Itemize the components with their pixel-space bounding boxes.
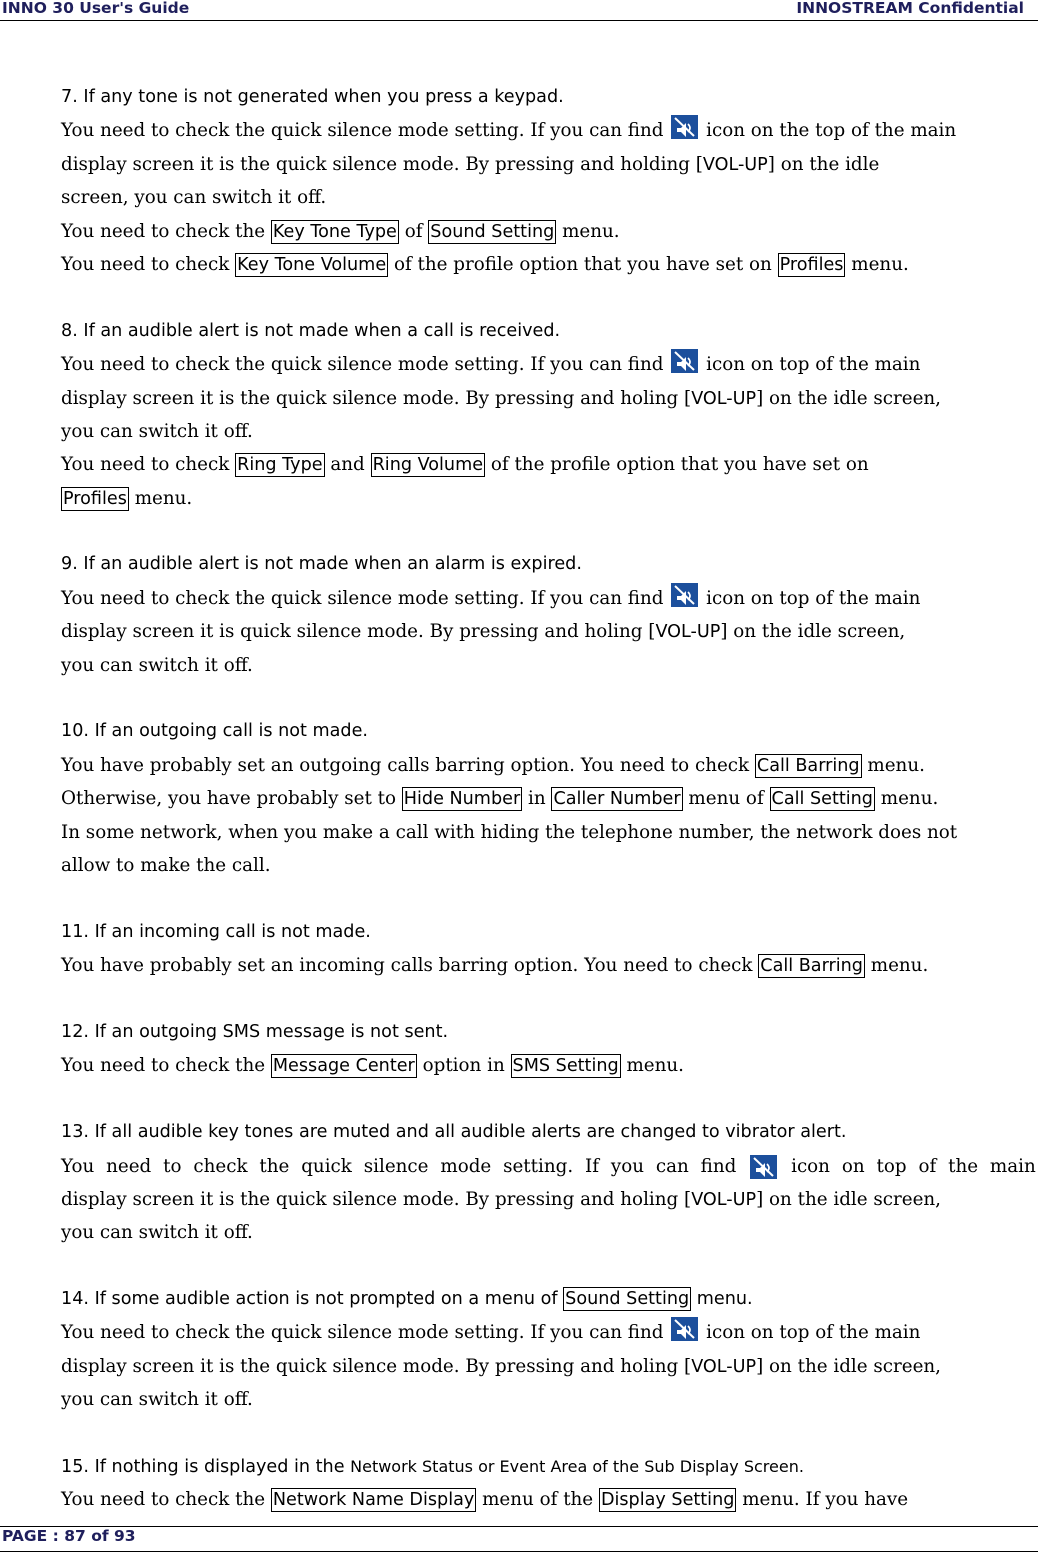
section-13-line: display screen it is the quick silence mode. By pressing and holing [VOL-UP] on the idle screen, xyxy=(61,1188,941,1210)
menu-ref-ring-volume: Ring Volume xyxy=(372,455,484,476)
vol-up-key: VOL-UP xyxy=(691,1356,757,1377)
menu-ref-message-center: Message Center xyxy=(272,1056,415,1077)
page-number: PAGE : 87 of 93 xyxy=(2,1527,136,1545)
section-14-line: display screen it is the quick silence mode. By pressing and holing [VOL-UP] on the idle screen, xyxy=(61,1355,941,1377)
section-9-line: you can switch it off. xyxy=(61,654,253,676)
section-12-heading: 12. If an outgoing SMS message is not sent. xyxy=(61,1021,449,1042)
section-9-heading: 9. If an audible alert is not made when an alarm is expired. xyxy=(61,554,582,575)
section-9-line: You need to check the quick silence mode setting. If you can find icon on top of the main xyxy=(61,582,1038,615)
section-8-heading: 8. If an audible alert is not made when a call is received. xyxy=(61,320,561,341)
section-11-heading: 11. If an incoming call is not made. xyxy=(61,921,371,942)
header-confidential: INNOSTREAM Confidential xyxy=(796,0,1024,17)
section-7-line: You need to check Key Tone Volume of the profile option that you have set on Profiles menu. xyxy=(61,253,909,275)
section-8-line: you can switch it off. xyxy=(61,420,253,442)
section-10-line: You have probably set an outgoing calls barring option. You need to check Call Barring menu. xyxy=(61,754,925,776)
section-10-line: Otherwise, you have probably set to Hide Number in Caller Number menu of Call Setting menu. xyxy=(61,788,939,810)
section-11-line: You have probably set an incoming calls barring option. You need to check Call Barring menu. xyxy=(61,955,929,977)
section-7-heading: 7. If any tone is not generated when you press a keypad. xyxy=(61,87,564,107)
section-8-line: You need to check Ring Type and Ring Volume of the profile option that you have set on xyxy=(61,454,869,476)
section-7-line: You need to check the Key Tone Type of Sound Setting menu. xyxy=(61,220,620,242)
menu-ref-hide-number: Hide Number xyxy=(403,789,521,810)
section-8-line: display screen it is the quick silence mode. By pressing and holing [VOL-UP] on the idle screen, xyxy=(61,387,941,409)
vol-up-key: VOL-UP xyxy=(702,154,768,175)
quick-silence-icon xyxy=(750,1155,777,1179)
page-footer xyxy=(0,1526,1038,1552)
menu-ref-sound-setting: Sound Setting xyxy=(565,1289,690,1310)
menu-ref-sms-setting: SMS Setting xyxy=(512,1056,619,1077)
menu-ref-call-barring: Call Barring xyxy=(760,956,863,977)
section-7-line: You need to check the quick silence mode setting. If you can find icon on the top of the main xyxy=(61,114,1038,147)
section-7-line: screen, you can switch it off. xyxy=(61,187,327,209)
section-13-justified-line: You need to check the quick silence mode setting. If you can find icon on top of the main xyxy=(61,1155,1036,1177)
page-header xyxy=(0,0,1038,21)
menu-ref-call-setting: Call Setting xyxy=(771,789,873,810)
section-14-line: You need to check the quick silence mode setting. If you can find icon on top of the main xyxy=(61,1316,1038,1349)
section-10-heading: 10. If an outgoing call is not made. xyxy=(61,721,368,742)
menu-ref-call-barring: Call Barring xyxy=(756,755,860,776)
section-13-heading: 13. If all audible key tones are muted and all audible alerts are changed to vibrator alert. xyxy=(61,1122,847,1143)
quick-silence-icon xyxy=(671,1317,698,1341)
quick-silence-icon xyxy=(671,583,698,607)
document-body xyxy=(61,81,1038,1517)
section-12-line: You need to check the Message Center option in SMS Setting menu. xyxy=(61,1055,684,1077)
section-9-line: display screen it is quick silence mode. By pressing and holing [VOL-UP] on the idle screen, xyxy=(61,621,906,643)
menu-ref-sound-setting: Sound Setting xyxy=(430,221,555,242)
section-10-line: allow to make the call. xyxy=(61,854,271,876)
section-14-heading: 14. If some audible action is not prompted on a menu of Sound Setting menu. xyxy=(61,1289,753,1310)
menu-ref-key-tone-volume: Key Tone Volume xyxy=(237,254,387,275)
menu-ref-caller-number: Caller Number xyxy=(553,789,681,810)
vol-up-key: VOL-UP xyxy=(691,1189,757,1210)
menu-ref-ring-type: Ring Type xyxy=(237,455,323,476)
quick-silence-icon xyxy=(671,349,698,373)
section-7-line: display screen it is the quick silence mode. By pressing and holding [VOL-UP] on the idle xyxy=(61,153,880,175)
header-title: INNO 30 User's Guide xyxy=(2,0,190,17)
menu-ref-network-name-display: Network Name Display xyxy=(272,1490,475,1511)
section-8-line: You need to check the quick silence mode setting. If you can find icon on top of the main xyxy=(61,348,1038,381)
quick-silence-icon xyxy=(671,115,698,139)
menu-ref-profiles: Profiles xyxy=(779,254,844,275)
menu-ref-profiles: Profiles xyxy=(63,488,127,509)
section-10-line: In some network, when you make a call with hiding the telephone number, the network does not xyxy=(61,821,958,843)
section-15-line: You need to check the Network Name Display menu of the Display Setting menu. If you have xyxy=(61,1489,909,1511)
section-8-line: Profiles menu. xyxy=(63,487,193,509)
section-13-line: you can switch it off. xyxy=(61,1222,253,1244)
vol-up-key: VOL-UP xyxy=(691,388,757,409)
menu-ref-key-tone-type: Key Tone Type xyxy=(272,221,397,242)
section-14-line: you can switch it off. xyxy=(61,1389,253,1411)
menu-ref-display-setting: Display Setting xyxy=(600,1490,735,1511)
section-15-heading: 15. If nothing is displayed in the Network Status or Event Area of the Sub Display Screen. xyxy=(61,1457,804,1478)
vol-up-key: VOL-UP xyxy=(655,622,721,643)
